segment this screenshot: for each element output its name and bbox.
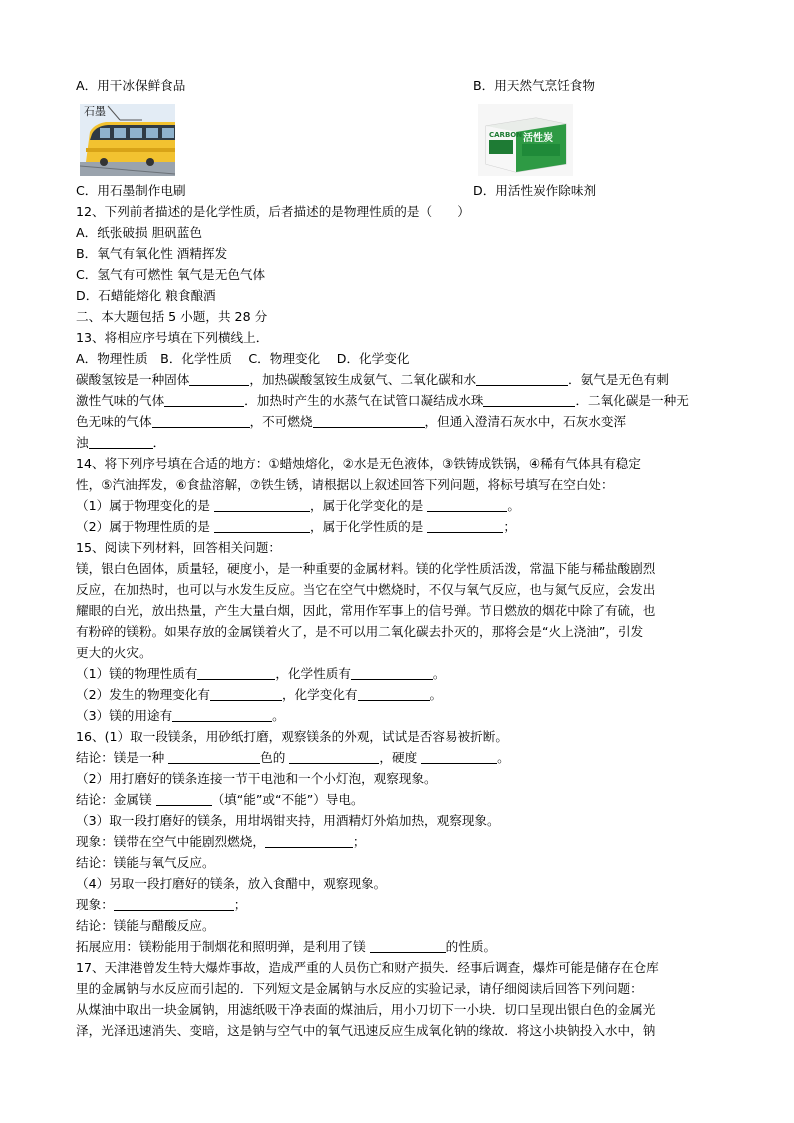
answer-blank[interactable] <box>427 518 503 533</box>
answer-blank[interactable] <box>164 392 244 407</box>
answer-blank[interactable] <box>313 413 425 428</box>
q16-conclusion-1: 结论：镁是一种 色的 ，硬度 。 <box>76 750 510 765</box>
answer-blank[interactable] <box>152 413 250 428</box>
q16-conclusion-4: 结论：镁能与醋酸反应。 <box>76 918 215 933</box>
q15-material-1: 镁，银白色固体，质量轻，硬度小，是一种重要的金属材料。镁的化学性质活泼，常温下能与稀盐酸剧烈 <box>76 561 656 576</box>
q16-conclusion-3: 结论：镁能与氧气反应。 <box>76 855 215 870</box>
q17-line-4: 泽，光泽迅速消失、变暗，这是钠与空气中的氧气迅速反应生成氧化钠的缘故．将这小块钠投入水中，钠 <box>76 1023 656 1038</box>
q11-option-c: C．用石墨制作电刷 <box>76 183 186 198</box>
q15-stem: 15、阅读下列材料，回答相关问题： <box>76 540 281 555</box>
q11-option-b: B．用天然气烹饪食物 <box>473 78 595 93</box>
q16-part-3: （3）取一段打磨好的镁条，用坩埚钳夹持，用酒精灯外焰加热，观察现象。 <box>76 813 500 828</box>
q15-part-3: （3）镁的用途有 。 <box>76 708 285 723</box>
carbon-box-brand: 活性炭 <box>523 133 553 144</box>
answer-blank[interactable] <box>156 791 212 806</box>
q14-stem-line-1: 14、将下列序号填在合适的地方：①蜡烛熔化，②水是无色液体，③铁铸成铁锅，④稀有气体具有稳定 <box>76 456 641 471</box>
q17-line-2: 里的金属钠与水反应而引起的．下列短文是金属钠与水反应的实验记录，请仔细阅读后回答下列问题： <box>76 981 643 996</box>
q15-part-2: （2）发生的物理变化有 ，化学变化有 。 <box>76 687 443 702</box>
q13-line-1: 碳酸氢铵是一种固体 ，加热碳酸氢铵生成氨气、二氧化碳和水 ．氨气是无色有刺 <box>76 372 669 387</box>
q12-stem: 12、下列前者描述的是化学性质，后者描述的是物理性质的是（ ） <box>76 204 470 219</box>
q11-option-d: D．用活性炭作除味剂 <box>473 183 597 198</box>
answer-blank[interactable] <box>197 665 275 680</box>
q16-extension: 拓展应用：镁粉能用于制烟花和照明弹，是利用了镁 的性质。 <box>76 939 497 954</box>
q12-option-b: B．氧气有氧化性 酒精挥发 <box>76 246 228 261</box>
answer-blank[interactable] <box>483 392 575 407</box>
answer-blank[interactable] <box>189 371 249 386</box>
graphite-label: 石墨 <box>84 105 106 118</box>
q12-option-d: D．石蜡能熔化 粮食酿酒 <box>76 288 216 303</box>
answer-blank[interactable] <box>168 749 260 764</box>
q14-part-1: （1）属于物理变化的是 ，属于化学变化的是 。 <box>76 498 520 513</box>
q15-material-2: 反应，在加热时，也可以与水发生反应。当它在空气中燃烧时，不仅与氧气反应，也与氮气反应，会发出 <box>76 582 656 597</box>
answer-blank[interactable] <box>214 497 310 512</box>
answer-blank[interactable] <box>172 707 272 722</box>
q13-stem: 13、将相应序号填在下列横线上． <box>76 330 269 345</box>
q14-stem-line-2: 性，⑤汽油挥发，⑥食盐溶解，⑦铁生锈，请根据以上叙述回答下列问题，将标号填写在空白处： <box>76 477 614 492</box>
answer-blank[interactable] <box>427 497 507 512</box>
answer-blank[interactable] <box>370 938 446 953</box>
answer-blank[interactable] <box>265 833 353 848</box>
q15-part-1: （1）镁的物理性质有 ，化学性质有 。 <box>76 666 446 681</box>
q13-line-3: 色无味的气体 ，不可燃烧 ，但通入澄清石灰水中，石灰水变浑 <box>76 414 627 429</box>
q12-option-a: A．纸张破损 胆矾蓝色 <box>76 225 202 240</box>
answer-blank[interactable] <box>89 434 153 449</box>
section-two-heading: 二、本大题包括 5 小题，共 28 分 <box>76 309 268 324</box>
q16-conclusion-2: 结论：金属镁 （填“能”或“不能”）导电。 <box>76 792 364 807</box>
answer-blank[interactable] <box>289 749 379 764</box>
q16-observation-3: 现象：镁带在空气中能剧烈燃烧， ； <box>76 834 366 849</box>
graphite-tram-image <box>80 104 175 176</box>
q15-material-3: 耀眼的白光，放出热量，产生大量白烟，因此，常用作军事上的信号弹。节日燃放的烟花中除了有硫，也 <box>76 603 656 618</box>
q15-material-4: 有粉碎的镁粉。如果存放的金属镁着火了，是不可以用二氧化碳去扑灭的，那将会是“火上浇油”，引发 <box>76 624 644 639</box>
q13-line-2: 激性气味的气体 ．加热时产生的水蒸气在试管口凝结成水珠 ．二氧化碳是一种无 <box>76 393 689 408</box>
q14-part-2: （2）属于物理性质的是 ，属于化学性质的是 ； <box>76 519 516 534</box>
q16-part-2: （2）用打磨好的镁条连接一节干电池和一个小灯泡，观察现象。 <box>76 771 437 786</box>
answer-blank[interactable] <box>358 686 430 701</box>
q16-part-1: 16、(1）取一段镁条，用砂纸打磨，观察镁条的外观，试试是否容易被折断。 <box>76 729 508 744</box>
answer-blank[interactable] <box>476 371 568 386</box>
q13-line-4: 浊 ． <box>76 435 166 450</box>
answer-blank[interactable] <box>351 665 433 680</box>
q11-option-a: A．用干冰保鲜食品 <box>76 78 186 93</box>
activated-carbon-image <box>478 104 573 176</box>
q16-observation-4: 现象： ； <box>76 897 247 912</box>
answer-blank[interactable] <box>421 749 497 764</box>
carbon-box-text: CARBON <box>489 131 523 139</box>
q16-part-4: （4）另取一段打磨好的镁条，放入食醋中，观察现象。 <box>76 876 387 891</box>
answer-blank[interactable] <box>210 686 282 701</box>
q15-material-5: 更大的火灾。 <box>76 645 152 660</box>
q17-line-1: 17、天津港曾发生特大爆炸事故，造成严重的人员伤亡和财产损失．经事后调查，爆炸可能是储存在仓库 <box>76 960 659 975</box>
q13-options: A．物理性质 B．化学性质 C．物理变化 D．化学变化 <box>76 351 410 366</box>
q17-line-3: 从煤油中取出一块金属钠，用滤纸吸干净表面的煤油后，用小刀切下一小块．切口呈现出银白色的金属光 <box>76 1002 656 1017</box>
answer-blank[interactable] <box>114 896 234 911</box>
q12-option-c: C．氢气有可燃性 氧气是无色气体 <box>76 267 266 282</box>
answer-blank[interactable] <box>214 518 310 533</box>
